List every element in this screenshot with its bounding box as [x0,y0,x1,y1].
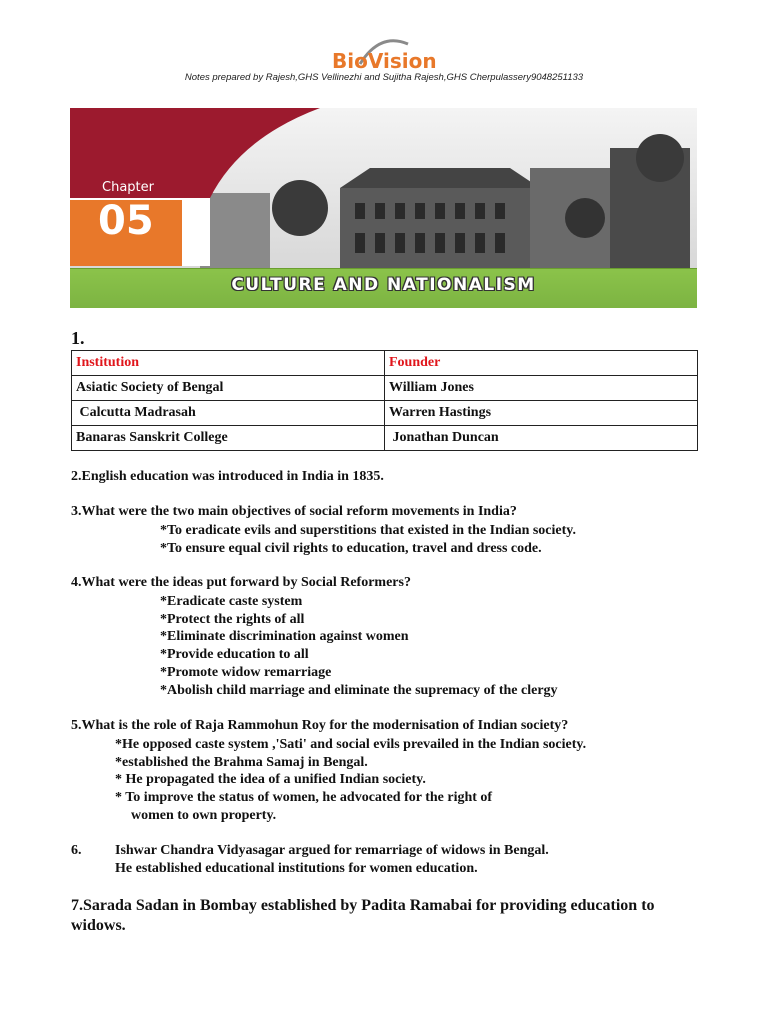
question-7-line: widows. [71,917,126,934]
credit-line: Notes prepared by Rajesh,GHS Vellinezhi and Sujitha Rajesh,GHS Cherpulassery9048251133 [184,72,584,83]
table-cell: Warren Hastings [385,401,698,426]
table-row [72,426,698,451]
banner-illustration [70,108,697,268]
question-3: 3.What were the two main objectives of social reform movements in India? [71,504,517,519]
chapter-label: Chapter [102,180,154,195]
title-strip [70,268,697,308]
table-cell: Asiatic Society of Bengal [72,376,385,401]
table-row [72,401,698,426]
question-7-line: 7.Sarada Sadan in Bombay established by Padita Ramabai for providing education to [71,897,655,914]
answer-item: *Provide education to all [160,647,309,662]
answer-item: *established the Brahma Samaj in Bengal. [115,755,368,770]
answer-item: *Eradicate caste system [160,594,303,609]
answer-item: *Promote widow remarriage [160,665,332,680]
chapter-banner [70,108,697,308]
chapter-number: 05 [98,198,154,244]
answer-item: * To improve the status of women, he advocated for the right of [115,790,493,805]
answer-item: *To eradicate evils and superstitions that existed in the Indian society. [160,523,577,538]
table-row [72,376,698,401]
table-cell: Calcutta Madrasah [72,401,385,426]
institution-table [71,350,698,451]
answer-item: women to own property. [131,808,277,823]
table-cell: Banaras Sanskrit College [72,426,385,451]
header-founder: Founder [385,351,698,376]
question-6-line: He established educational institutions for women education. [115,861,478,876]
table-cell: William Jones [385,376,698,401]
biovision-logo [330,34,460,74]
table-cell: Jonathan Duncan [385,426,698,451]
logo-text: BioVision [332,49,437,73]
table-header-row [72,351,698,376]
answer-item: * He propagated the idea of a unified Indian society. [115,772,426,787]
answer-item: *To ensure equal civil rights to education, travel and dress code. [160,541,542,556]
answer-item: *He opposed caste system ,'Sati' and social evils prevailed in the Indian society. [115,737,587,752]
question-4: 4.What were the ideas put forward by Social Reformers? [71,575,411,590]
question-6-line: Ishwar Chandra Vidyasagar argued for remarriage of widows in Bengal. [115,843,549,858]
header-institution: Institution [72,351,385,376]
answer-item: *Protect the rights of all [160,612,305,627]
answer-item: *Abolish child marriage and eliminate the supremacy of the clergy [160,683,558,698]
question-1-number: 1. [71,328,85,348]
question-6-number: 6. [71,843,82,858]
question-5: 5.What is the role of Raja Rammohun Roy for the modernisation of Indian society? [71,718,569,733]
chapter-title: CULTURE AND NATIONALISM [231,275,536,295]
question-2: 2.English education was introduced in India in 1835. [71,469,384,484]
answer-item: *Eliminate discrimination against women [160,629,409,644]
